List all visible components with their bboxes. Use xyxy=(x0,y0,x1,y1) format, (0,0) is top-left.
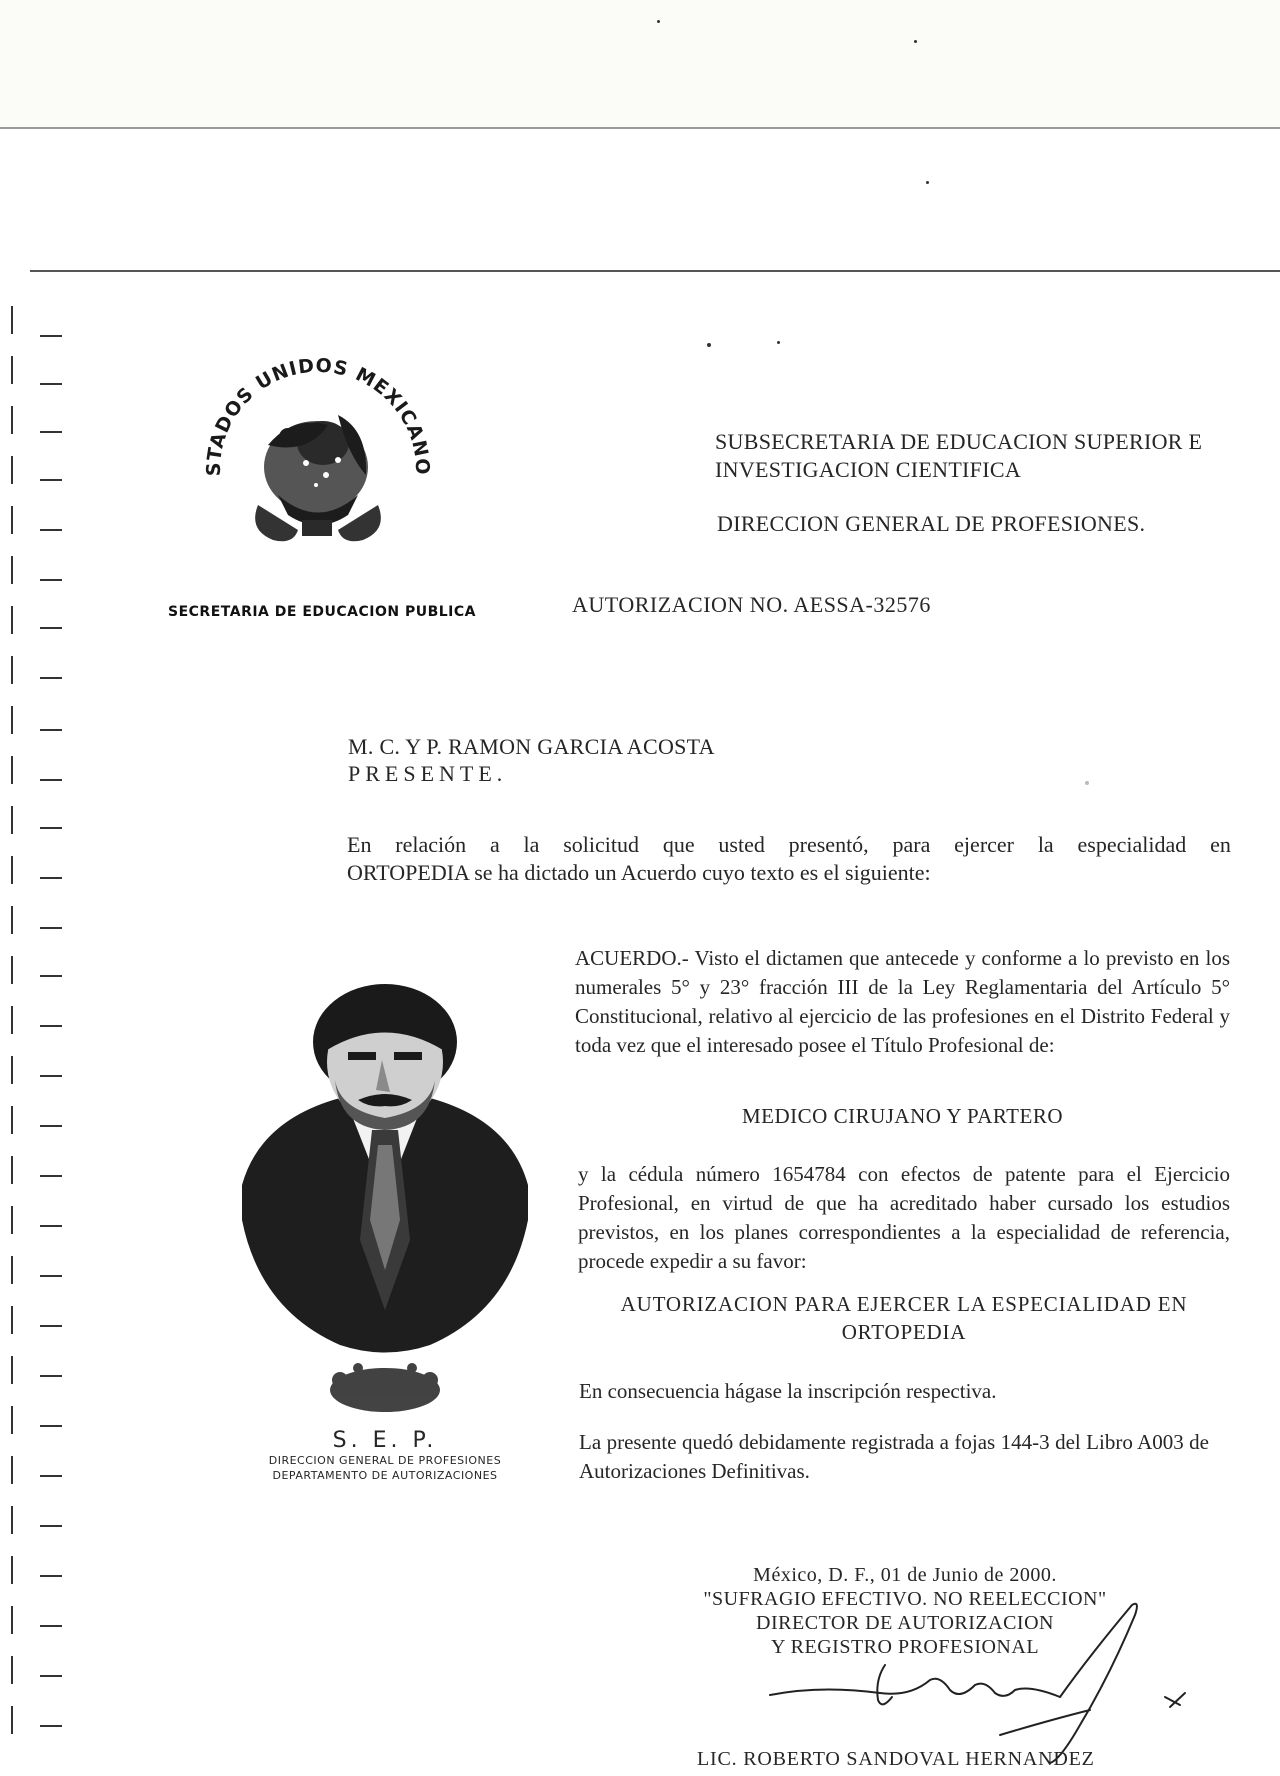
intro-word: especialidad xyxy=(1077,832,1187,857)
professional-title: MEDICO CIRUJANO Y PARTERO xyxy=(741,1104,1064,1128)
grant-line-1: AUTORIZACION PARA EJERCER LA ESPECIALIDAD EN xyxy=(620,1292,1188,1316)
eagle-emblem-icon xyxy=(198,345,438,575)
registro-paragraph: La presente quedó debidamente registrada a fojas 144-3 del Libro A003 de Autorizaciones Definitivas. xyxy=(579,1430,1209,1483)
intro-word: a xyxy=(489,832,500,857)
intro-word: relación xyxy=(395,832,467,857)
speck xyxy=(657,20,660,23)
intro-word: que xyxy=(662,832,695,857)
portrait-photo-icon xyxy=(240,980,530,1420)
grant-line-2: ORTOPEDIA xyxy=(841,1320,967,1344)
mexican-coat-of-arms-seal xyxy=(198,345,438,575)
presente-line: PRESENTE. xyxy=(348,761,508,786)
speck xyxy=(777,341,780,344)
handwritten-signature xyxy=(760,1585,1200,1765)
director-title-1: DIRECTOR DE AUTORIZACION xyxy=(756,1612,1054,1634)
intro-line-2: ORTOPEDIA se ha dictado un Acuerdo cuyo texto es el siguiente: xyxy=(347,860,931,885)
direccion-heading: DIRECCION GENERAL DE PROFESIONES. xyxy=(717,511,1146,536)
sep-stamp-title: S. E. P. xyxy=(332,1428,438,1453)
sep-stamp-line-2: DEPARTAMENTO DE AUTORIZACIONES xyxy=(272,1469,498,1482)
intro-word: la xyxy=(523,832,540,857)
intro-word: la xyxy=(1037,832,1054,857)
scan-rule-line xyxy=(30,270,1280,272)
authorization-grant xyxy=(575,1290,1233,1346)
speck xyxy=(926,181,929,184)
sep-stamp-line-1: DIRECCION GENERAL DE PROFESIONES xyxy=(268,1454,502,1467)
speck xyxy=(1085,781,1089,785)
intro-word: ejercer xyxy=(954,832,1014,857)
top-paper-sheet xyxy=(0,0,1280,129)
addressee-name: M. C. Y P. RAMON GARCIA ACOSTA xyxy=(348,734,715,759)
intro-word: presentó, xyxy=(788,832,869,857)
authorization-number: AUTORIZACION NO. AESSA-32576 xyxy=(572,592,931,617)
addressee-block xyxy=(348,733,715,787)
holder-photo xyxy=(240,980,530,1420)
motto-line: "SUFRAGIO EFECTIVO. NO REELECCION" xyxy=(703,1588,1107,1610)
photo-stamp xyxy=(240,1428,530,1483)
intro-word: para xyxy=(892,832,931,857)
subsecretaria-heading xyxy=(715,428,1202,484)
intro-word: en xyxy=(1210,832,1231,857)
date-line: México, D. F., 01 de Junio de 2000. xyxy=(753,1564,1057,1586)
consecuencia-line: En consecuencia hágase la inscripción respectiva. xyxy=(579,1379,997,1403)
left-binding-marks xyxy=(0,300,70,1770)
speck xyxy=(707,343,711,347)
svg-text:ESTADOS UNIDOS MEXICANOS: STADOS UNIDOS MEXICANO xyxy=(202,354,434,477)
intro-line-1 xyxy=(347,831,1231,859)
subsecretaria-line-2: INVESTIGACION CIENTIFICA xyxy=(715,457,1022,482)
acuerdo-paragraph: ACUERDO.- Visto el dictamen que antecede y conforme a lo previsto en los numerales 5° y 23° fracción III de la Ley Reglamentaria del Artículo 5° Constitucional, relativo al ejercicio de las profesiones en el Distrito Federal y toda vez que el interesado posee el Título Profesional de: xyxy=(575,946,1230,1057)
speck xyxy=(914,40,917,43)
intro-word: En xyxy=(347,832,372,857)
sep-seal-label: SECRETARIA DE EDUCACION PUBLICA xyxy=(168,604,476,620)
intro-word: usted xyxy=(718,832,765,857)
subsecretaria-line-1: SUBSECRETARIA DE EDUCACION SUPERIOR E xyxy=(715,429,1203,454)
intro-word: solicitud xyxy=(563,832,639,857)
signer-name: LIC. ROBERTO SANDOVAL HERNANDEZ xyxy=(697,1748,1095,1770)
cedula-paragraph: y la cédula número 1654784 con efectos de patente para el Ejercicio Profesional, en virtud de que ha acreditado haber cursado los estudios previstos, en los planes correspondientes a la especialidad de referencia, procede expedir a su favor: xyxy=(578,1162,1230,1273)
intro-paragraph xyxy=(347,831,1231,887)
director-title-2: Y REGISTRO PROFESIONAL xyxy=(770,1636,1040,1658)
